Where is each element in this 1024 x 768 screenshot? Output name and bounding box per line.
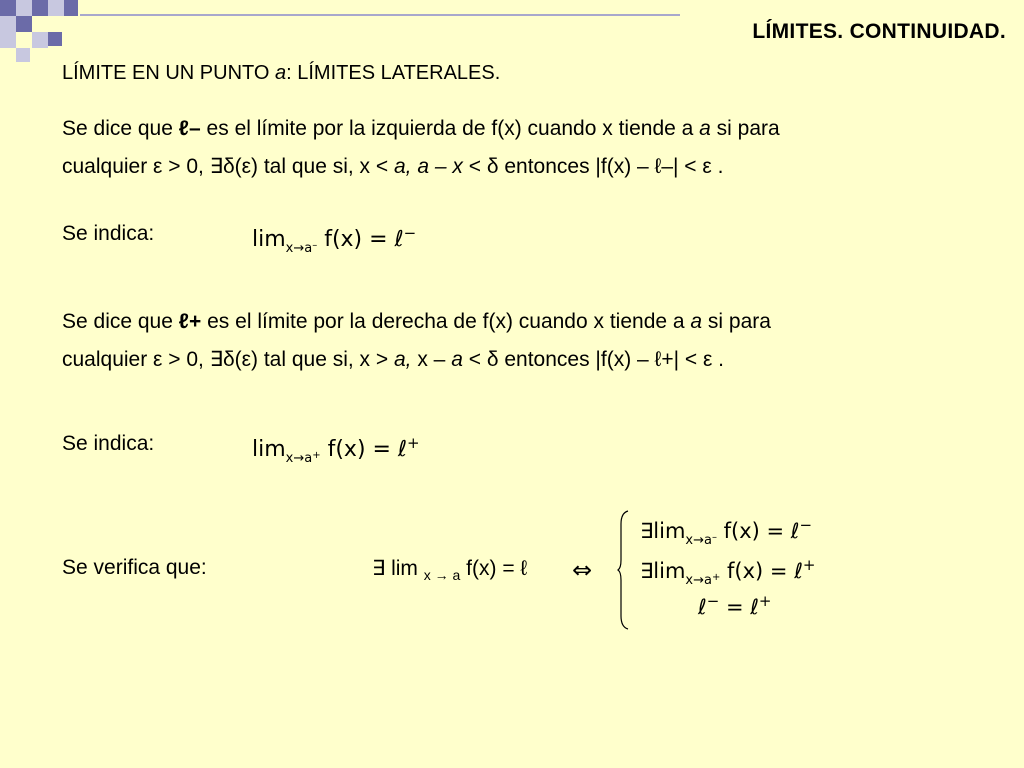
system-equality: ℓ− = ℓ+ — [698, 592, 772, 619]
left-limit-definition: Se dice que ℓ– es el límite por la izquierda de f(x) cuando x tiende a a si para cualquier ε > 0, ∃δ(ε) tal que si, x < a, a – x < δ entonces |f(x) – ℓ–| < ε . — [62, 117, 780, 178]
header-rule — [80, 14, 680, 16]
decor-square — [16, 16, 32, 32]
slide-subtitle: LÍMITE EN UN PUNTO a: LÍMITES LATERALES. — [62, 62, 501, 84]
decor-square — [16, 48, 30, 62]
decor-square — [32, 32, 48, 48]
decor-square — [16, 0, 32, 16]
verify-label: Se verifica que: — [62, 556, 207, 579]
decor-square — [64, 0, 78, 16]
left-limit-formula: $\lim_{x\to a^-} f(x)$ = ℓ− — [252, 224, 417, 256]
left-notation-label: Se indica: — [62, 222, 155, 245]
right-limit-formula: $\lim_{x\to a^+} f(x)$ = ℓ+ — [252, 434, 420, 466]
right-limit-definition: Se dice que ℓ+ es el límite por la derecha de f(x) cuando x tiende a a si para cualquier ε > 0, ∃δ(ε) tal que si, x > a, x – a < δ entonces |f(x) – ℓ+| < ε . — [62, 310, 771, 371]
decor-square — [0, 16, 16, 32]
equivalence-symbol: ⇔ — [572, 556, 593, 584]
decor-square — [48, 32, 62, 46]
decor-square — [0, 0, 16, 16]
system-brace — [617, 510, 629, 630]
decor-square — [48, 0, 64, 16]
system-right-limit: $\exists\lim_{x\to a^+}$ f(x) = ℓ+ — [640, 556, 816, 588]
decor-square — [0, 32, 16, 48]
slide-title: LÍMITES. CONTINUIDAD. — [752, 20, 1006, 43]
decor-square — [32, 0, 48, 16]
system-left-limit: $\exists\lim_{x\to a^-}$ f(x) = ℓ− — [640, 516, 813, 548]
right-notation-label: Se indica: — [62, 432, 155, 455]
existence-statement: ∃ lim $_{x \to a}$ f(x) = ℓ — [372, 557, 528, 583]
